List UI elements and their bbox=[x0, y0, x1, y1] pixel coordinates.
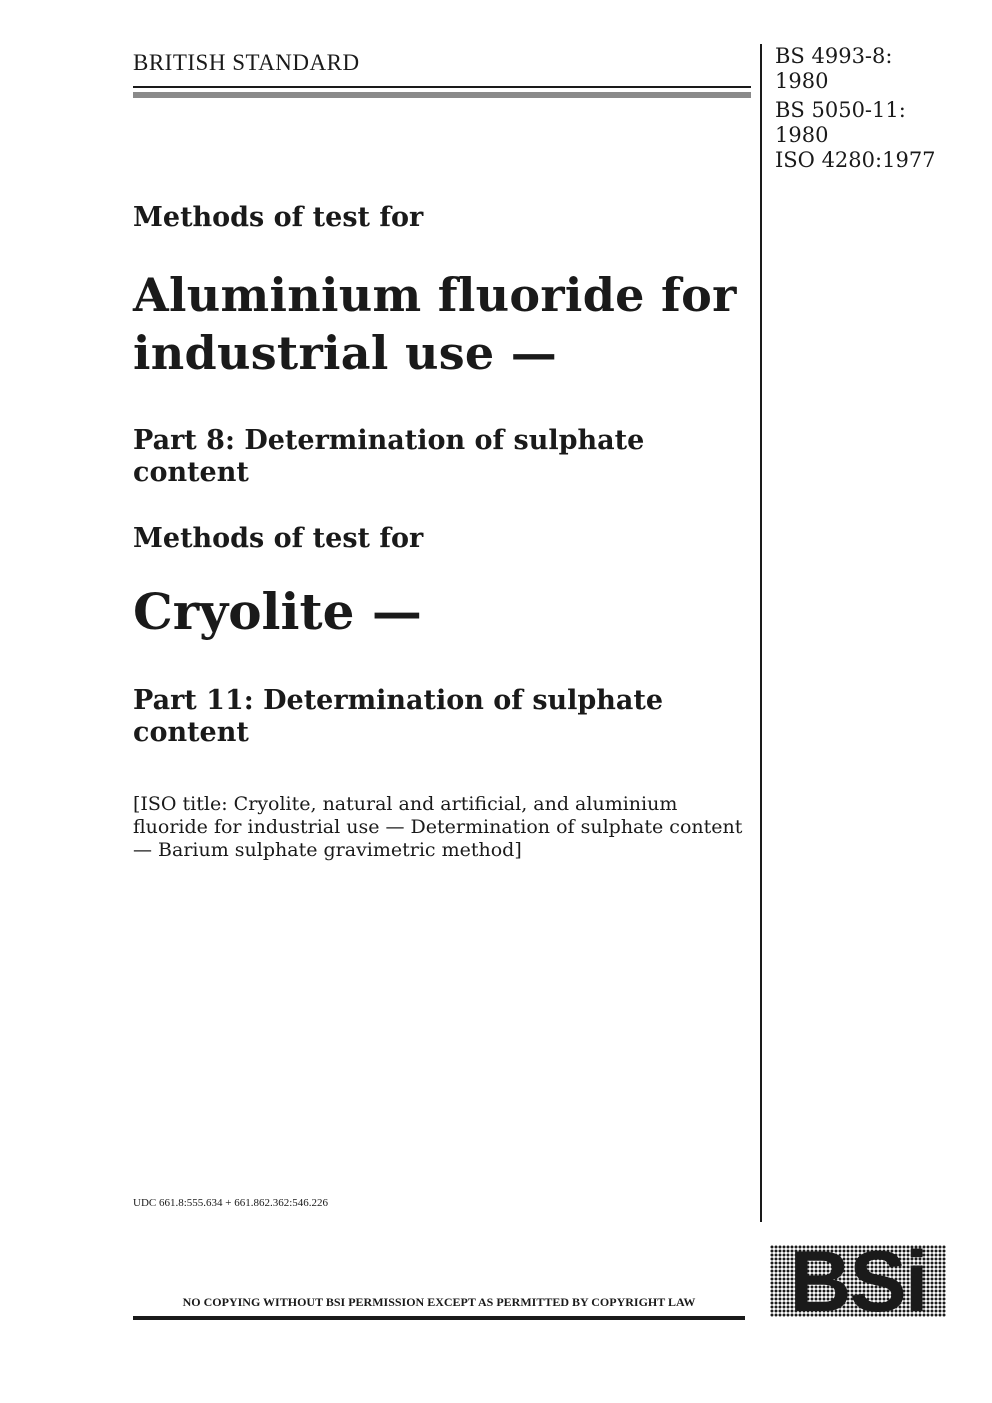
header-label: BRITISH STANDARD bbox=[133, 50, 360, 75]
header-rule-thin bbox=[133, 86, 751, 88]
copyright-notice: NO COPYING WITHOUT BSI PERMISSION EXCEPT AS PERMITTED BY COPYRIGHT LAW bbox=[182, 1295, 696, 1309]
section2-part: Part 11: Determination of sulphate content bbox=[133, 685, 664, 748]
footer-rule bbox=[133, 1316, 745, 1320]
standard-number-bs5050: BS 5050-11: 1980 bbox=[775, 98, 906, 147]
iso-title-note: [ISO title: Cryolite, natural and artificial, and aluminium fluoride for industrial use — Determination of sulphate content — Barium sulphate gravimetric method] bbox=[133, 793, 743, 861]
standard-number-bs4993: BS 4993-8: 1980 bbox=[775, 44, 893, 93]
section2-title: Cryolite — bbox=[133, 582, 422, 641]
udc-classification: UDC 661.8:555.634 + 661.862.362:546.226 bbox=[133, 1197, 329, 1209]
vertical-divider bbox=[760, 44, 762, 1222]
section2-intro: Methods of test for bbox=[133, 523, 424, 554]
section1-title: Aluminium fluoride for industrial use — bbox=[133, 268, 737, 380]
standard-numbers bbox=[775, 44, 985, 173]
header-rule bbox=[133, 86, 751, 100]
section1-intro: Methods of test for bbox=[133, 202, 424, 233]
header-rule-gray bbox=[133, 92, 751, 98]
bsi-logo-icon bbox=[770, 1245, 946, 1317]
standard-number-iso4280: ISO 4280:1977 bbox=[775, 148, 936, 172]
section1-part: Part 8: Determination of sulphate content bbox=[133, 425, 645, 488]
bsi-logo bbox=[770, 1245, 946, 1317]
